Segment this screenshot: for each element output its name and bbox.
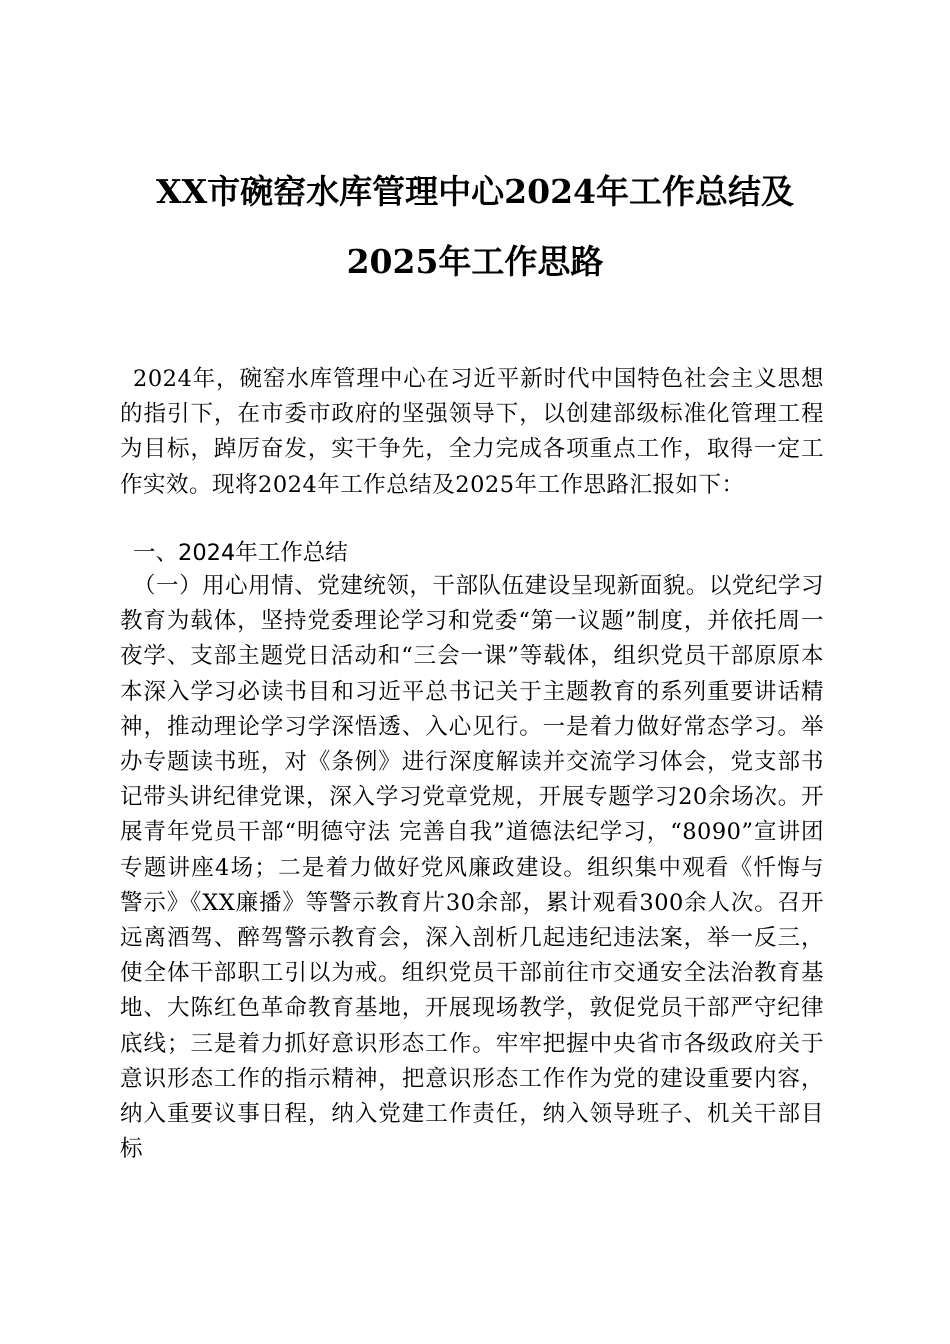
- intro-paragraph: 2024年，碗窑水库管理中心在习近平新时代中国特色社会主义思想的指引下，在市委市政府的坚强领导下，以创建部级标准化管理工程为目标，踔厉奋发，实干争先，全力完成各项重点工作，取得一定工作实效。现将2024年工作总结及2025年工作思路汇报如下：: [120, 366, 824, 498]
- section-heading-1: 一、2024年工作总结: [133, 540, 348, 566]
- subsection-1-paragraph: [120, 569, 824, 1167]
- document-title-line-2: 2025年工作思路: [346, 242, 604, 281]
- subsection-1-lead: （一）用心用情、党建统领，干部队伍建设呈现新面貌。: [133, 573, 709, 599]
- document-title-line-1: XX市碗窑水库管理中心2024年工作总结及: [155, 172, 795, 211]
- subsection-1-body: 以党纪学习教育为载体，坚持党委理论学习和党委“第一议题”制度，并依托周一夜学、支部主题党日活动和“三会一课”等载体，组织党员干部原原本本深入学习必读书目和习近平总书记关于主题教育的系列重要讲话精神，推动理论学习学深悟透、入心见行。一是着力做好常态学习。举办专题读书班，对《条例》进行深度解读并交流学习体会，党支部书记带头讲纪律党课，深入学习党章党规，开展专题学习20余场次。开展青年党员干部“明德守法 完善自我”道德法纪学习，“8090”宣讲团专题讲座4场；二是着力做好党风廉政建设。组织集中观看《忏悔与警示》《XX廉播》等警示教育片30余部，累计观看300余人次。召开远离酒驾、醉驾警示教育会，深入剖析几起违纪违法案，举一反三，使全体干部职工引以为戒。组织党员干部前往市交通安全法治教育基地、大陈红色革命教育基地，开展现场教学，敦促党员干部严守纪律底线；三是着力抓好意识形态工作。牢牢把握中央省市各级政府关于意识形态工作的指示精神，把意识形态工作作为党的建设重要内容，纳入重要议事日程，纳入党建工作责任，纳入领导班子、机关干部目标: [120, 573, 824, 1163]
